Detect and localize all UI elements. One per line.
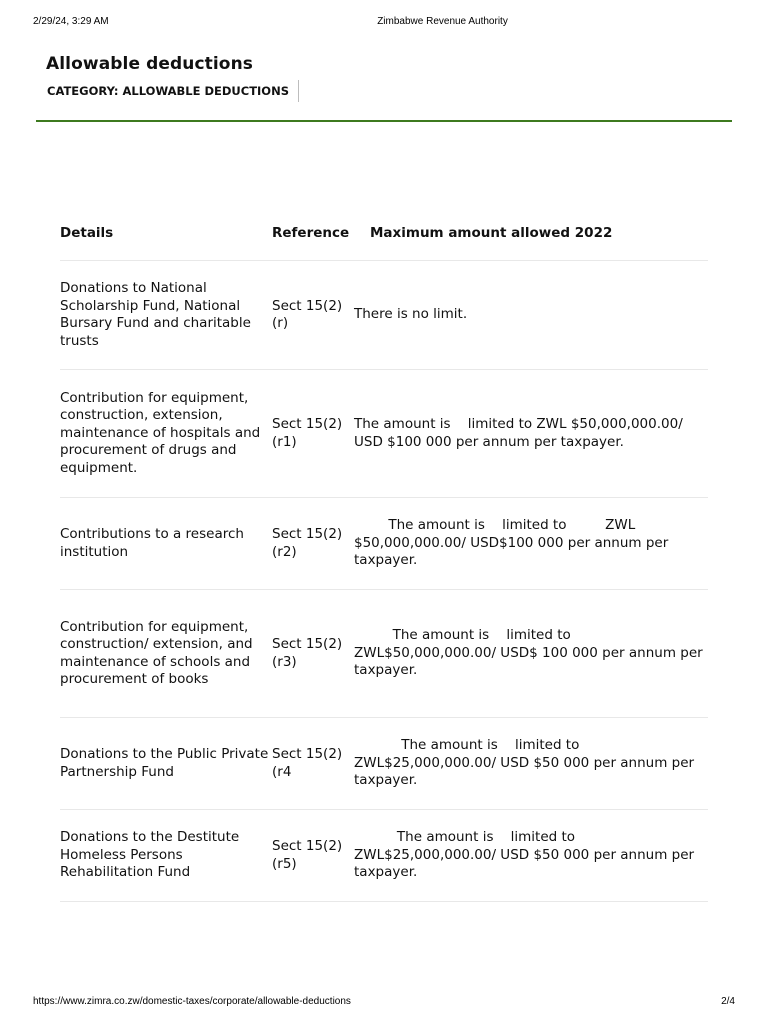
table-row xyxy=(60,370,708,498)
table-header-row xyxy=(60,208,708,261)
row-maximum: The amount is limited to ZWL$25,000,000.00/ USD $50 000 per annum per taxpayer. xyxy=(352,718,708,810)
table-row xyxy=(60,718,708,810)
row-details: Contributions to a research institution xyxy=(60,498,270,590)
table-row xyxy=(60,498,708,590)
row-reference: Sect 15(2)(r3) xyxy=(270,590,352,718)
row-reference: Sect 15(2)(r5) xyxy=(270,810,352,902)
column-header-maximum: Maximum amount allowed 2022 xyxy=(352,208,708,261)
row-reference: Sect 15(2)(r1) xyxy=(270,370,352,498)
row-maximum: The amount is limited to ZWL$25,000,000.00/ USD $50 000 per annum per taxpayer. xyxy=(352,810,708,902)
header-divider xyxy=(298,80,299,102)
print-page-number: 2/4 xyxy=(721,996,735,1007)
deductions-table xyxy=(60,208,708,902)
row-maximum: The amount is limited to ZWL $50,000,000.00/ USD $100 000 per annum per taxpayer. xyxy=(352,370,708,498)
row-reference: Sect 15(2)(r4 xyxy=(270,718,352,810)
row-details: Donations to the Destitute Homeless Persons Rehabilitation Fund xyxy=(60,810,270,902)
page-title: Allowable deductions xyxy=(46,54,254,74)
row-reference: Sect 15(2)(r) xyxy=(270,261,352,370)
category-label[interactable]: CATEGORY: ALLOWABLE DEDUCTIONS xyxy=(47,84,289,98)
print-datetime: 2/29/24, 3:29 AM xyxy=(33,16,109,27)
row-details: Contribution for equipment, construction/ extension, and maintenance of schools and procurement of books xyxy=(60,590,270,718)
accent-rule xyxy=(36,120,732,122)
print-site-title: Zimbabwe Revenue Authority xyxy=(377,16,508,27)
column-header-reference: Reference xyxy=(270,208,352,261)
row-reference: Sect 15(2)(r2) xyxy=(270,498,352,590)
print-url[interactable]: https://www.zimra.co.zw/domestic-taxes/corporate/allowable-deductions xyxy=(33,996,351,1007)
table-row xyxy=(60,810,708,902)
row-details: Donations to the Public Private Partnership Fund xyxy=(60,718,270,810)
row-details: Contribution for equipment, construction, extension, maintenance of hospitals and procurement of drugs and equipment. xyxy=(60,370,270,498)
table-row xyxy=(60,261,708,370)
column-header-details: Details xyxy=(60,208,270,261)
row-maximum: The amount is limited to ZWL$50,000,000.00/ USD$ 100 000 per annum per taxpayer. xyxy=(352,590,708,718)
row-details: Donations to National Scholarship Fund, National Bursary Fund and charitable trusts xyxy=(60,261,270,370)
print-header xyxy=(0,16,768,30)
table-row xyxy=(60,590,708,718)
row-maximum: The amount is limited to ZWL $50,000,000.00/ USD$100 000 per annum per taxpayer. xyxy=(352,498,708,590)
row-maximum: There is no limit. xyxy=(352,261,708,370)
